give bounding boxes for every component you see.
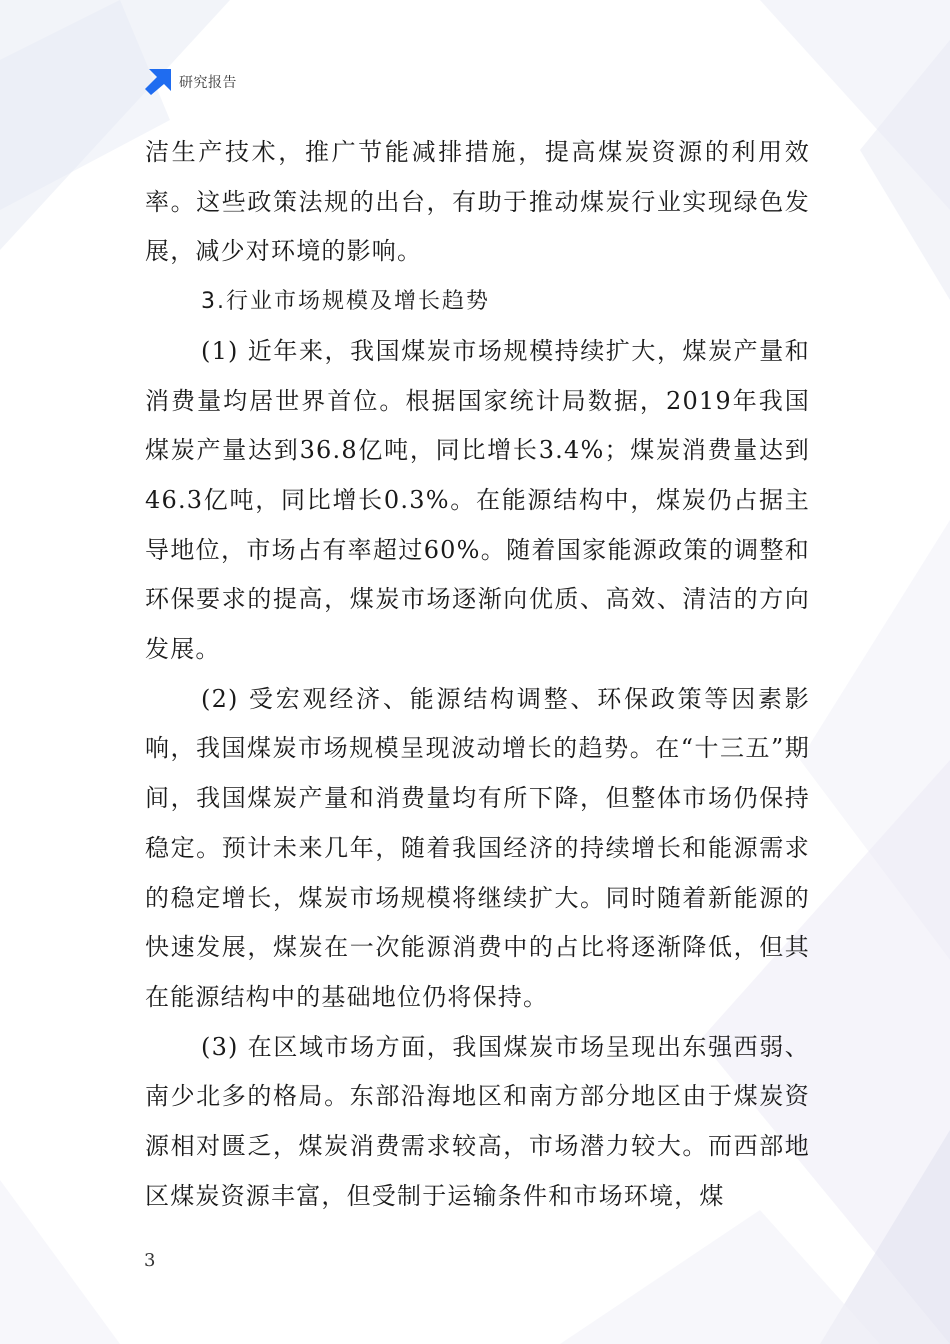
paragraph-1: (1) 近年来，我国煤炭市场规模持续扩大，煤炭产量和消费量均居世界首位。根据国家统计局数据，2019年我国煤炭产量达到36.8亿吨，同比增长3.4%；煤炭消费量达到46.3亿吨，同比增长0.3%。在能源结构中，煤炭仍占据主导地位，市场占有率超过60%。随着国家能源政策的调整和环保要求的提高，煤炭市场逐渐向优质、高效、清洁的方向发展。 (145, 336, 810, 664)
paragraph-continuation: 洁生产技术，推广节能减排措施，提高煤炭资源的利用效率。这些政策法规的出台，有助于推动煤炭行业实现绿色发展，减少对环境的影响。 (145, 138, 810, 266)
page-number: 3 (144, 1250, 156, 1271)
report-header (143, 68, 237, 96)
document-body (145, 128, 810, 1221)
header-label: 研究报告 (179, 75, 237, 91)
section-heading: 3.行业市场规模及增长趋势 (201, 289, 490, 315)
paragraph-2: (2) 受宏观经济、能源结构调整、环保政策等因素影响，我国煤炭市场规模呈现波动增长的趋势。在“十三五”期间，我国煤炭产量和消费量均有所下降，但整体市场仍保持稳定。预计未来几年，随着我国经济的持续增长和能源需求的稳定增长，煤炭市场规模将继续扩大。同时随着新能源的快速发展，煤炭在一次能源消费中的占比将逐渐降低，但其在能源结构中的基础地位仍将保持。 (145, 684, 810, 1011)
arrow-up-right-icon (143, 69, 171, 95)
paragraph-3: (3) 在区域市场方面，我国煤炭市场呈现出东强西弱、南少北多的格局。东部沿海地区和南方部分地区由于煤炭资源相对匮乏，煤炭消费需求较高，市场潜力较大。而西部地区煤炭资源丰富，但受制于运输条件和市场环境，煤 (145, 1032, 810, 1210)
